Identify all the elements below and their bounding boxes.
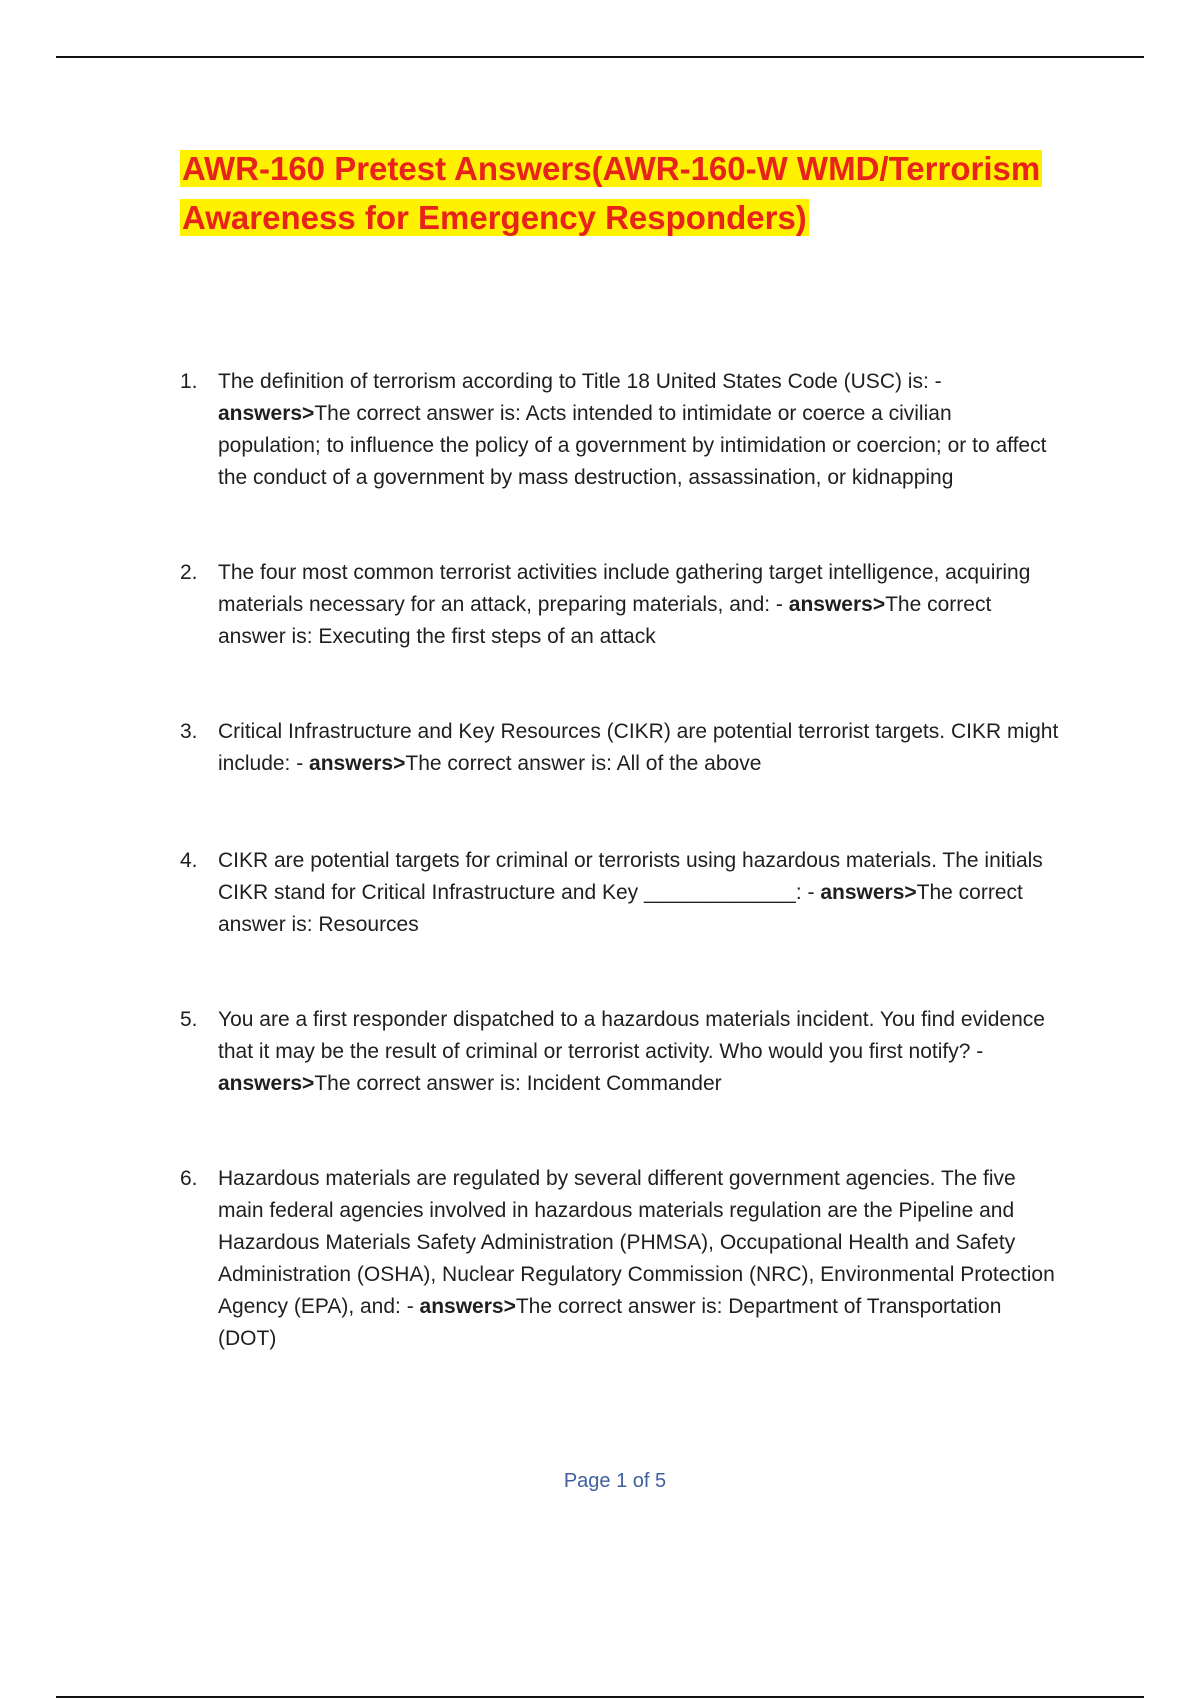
qa-item-1 bbox=[180, 366, 1060, 494]
item-number: 6. bbox=[180, 1167, 198, 1190]
item-number: 2. bbox=[180, 561, 198, 584]
question-text: The four most common terrorist activities include gathering target intelligence, acquiring materials necessary for an attack, preparing materials, and: - bbox=[218, 561, 1031, 616]
answer-tag: answers> bbox=[218, 402, 315, 425]
question-text: CIKR are potential targets for criminal or terrorists using hazardous materials. The initials CIKR stand for Critical Infrastructure and Key _____________: - bbox=[218, 849, 1043, 904]
answer-tag: answers> bbox=[788, 593, 886, 616]
title-text: AWR-160 Pretest Answers(AWR-160-W WMD/Terrorism Awareness for Emergency Responders) bbox=[182, 150, 1041, 236]
qa-item-3 bbox=[180, 716, 1060, 780]
item-number: 5. bbox=[180, 1008, 198, 1031]
footer-rule bbox=[56, 1696, 1144, 1698]
answer-tag: answers> bbox=[820, 881, 917, 904]
question-text: You are a first responder dispatched to a hazardous materials incident. You find evidence that it may be the result of criminal or terrorist activity. Who would you first notify? - bbox=[218, 1008, 1045, 1063]
answer-text: The correct answer is: Resources bbox=[218, 881, 1023, 936]
question-text: Hazardous materials are regulated by several different government agencies. The five main federal agencies involved in hazardous materials regulation are the Pipeline and Hazardous Materials Safety Administration (PHMSA), Occupational Health and Safety Administration (OSHA), Nuclear Regulatory Commission (NRC), Environmental Protection Agency (EPA), and: - bbox=[218, 1167, 1055, 1318]
qa-item-6 bbox=[180, 1163, 1060, 1355]
document-title bbox=[180, 144, 1100, 242]
qa-list bbox=[180, 366, 1060, 1355]
page-number: Page 1 of 5 bbox=[563, 1470, 667, 1492]
header-rule bbox=[56, 56, 1144, 58]
answer-text: The correct answer is: Executing the first steps of an attack bbox=[218, 593, 992, 648]
answer-tag: answers> bbox=[419, 1295, 516, 1318]
answer-tag: answers> bbox=[309, 752, 406, 775]
answer-text: The correct answer is: Acts intended to intimidate or coerce a civilian population; to influence the policy of a government by intimidation or coercion; or to affect the conduct of a government by mass destruction, assassination, or kidnapping bbox=[218, 402, 1047, 489]
item-number: 1. bbox=[180, 370, 198, 393]
qa-item-4 bbox=[180, 845, 1060, 941]
question-text: The definition of terrorism according to Title 18 United States Code (USC) is: - bbox=[218, 370, 942, 393]
qa-item-5 bbox=[180, 1004, 1060, 1100]
answer-text: The correct answer is: Department of Transportation (DOT) bbox=[218, 1295, 1002, 1350]
item-number: 4. bbox=[180, 849, 198, 872]
answer-tag: answers> bbox=[218, 1072, 315, 1095]
answer-text: The correct answer is: All of the above bbox=[405, 752, 762, 775]
item-number: 3. bbox=[180, 720, 198, 743]
question-text: Critical Infrastructure and Key Resources (CIKR) are potential terrorist targets. CIKR might include: - bbox=[218, 720, 1059, 775]
qa-item-2 bbox=[180, 557, 1060, 653]
answer-text: The correct answer is: Incident Commander bbox=[314, 1072, 722, 1095]
